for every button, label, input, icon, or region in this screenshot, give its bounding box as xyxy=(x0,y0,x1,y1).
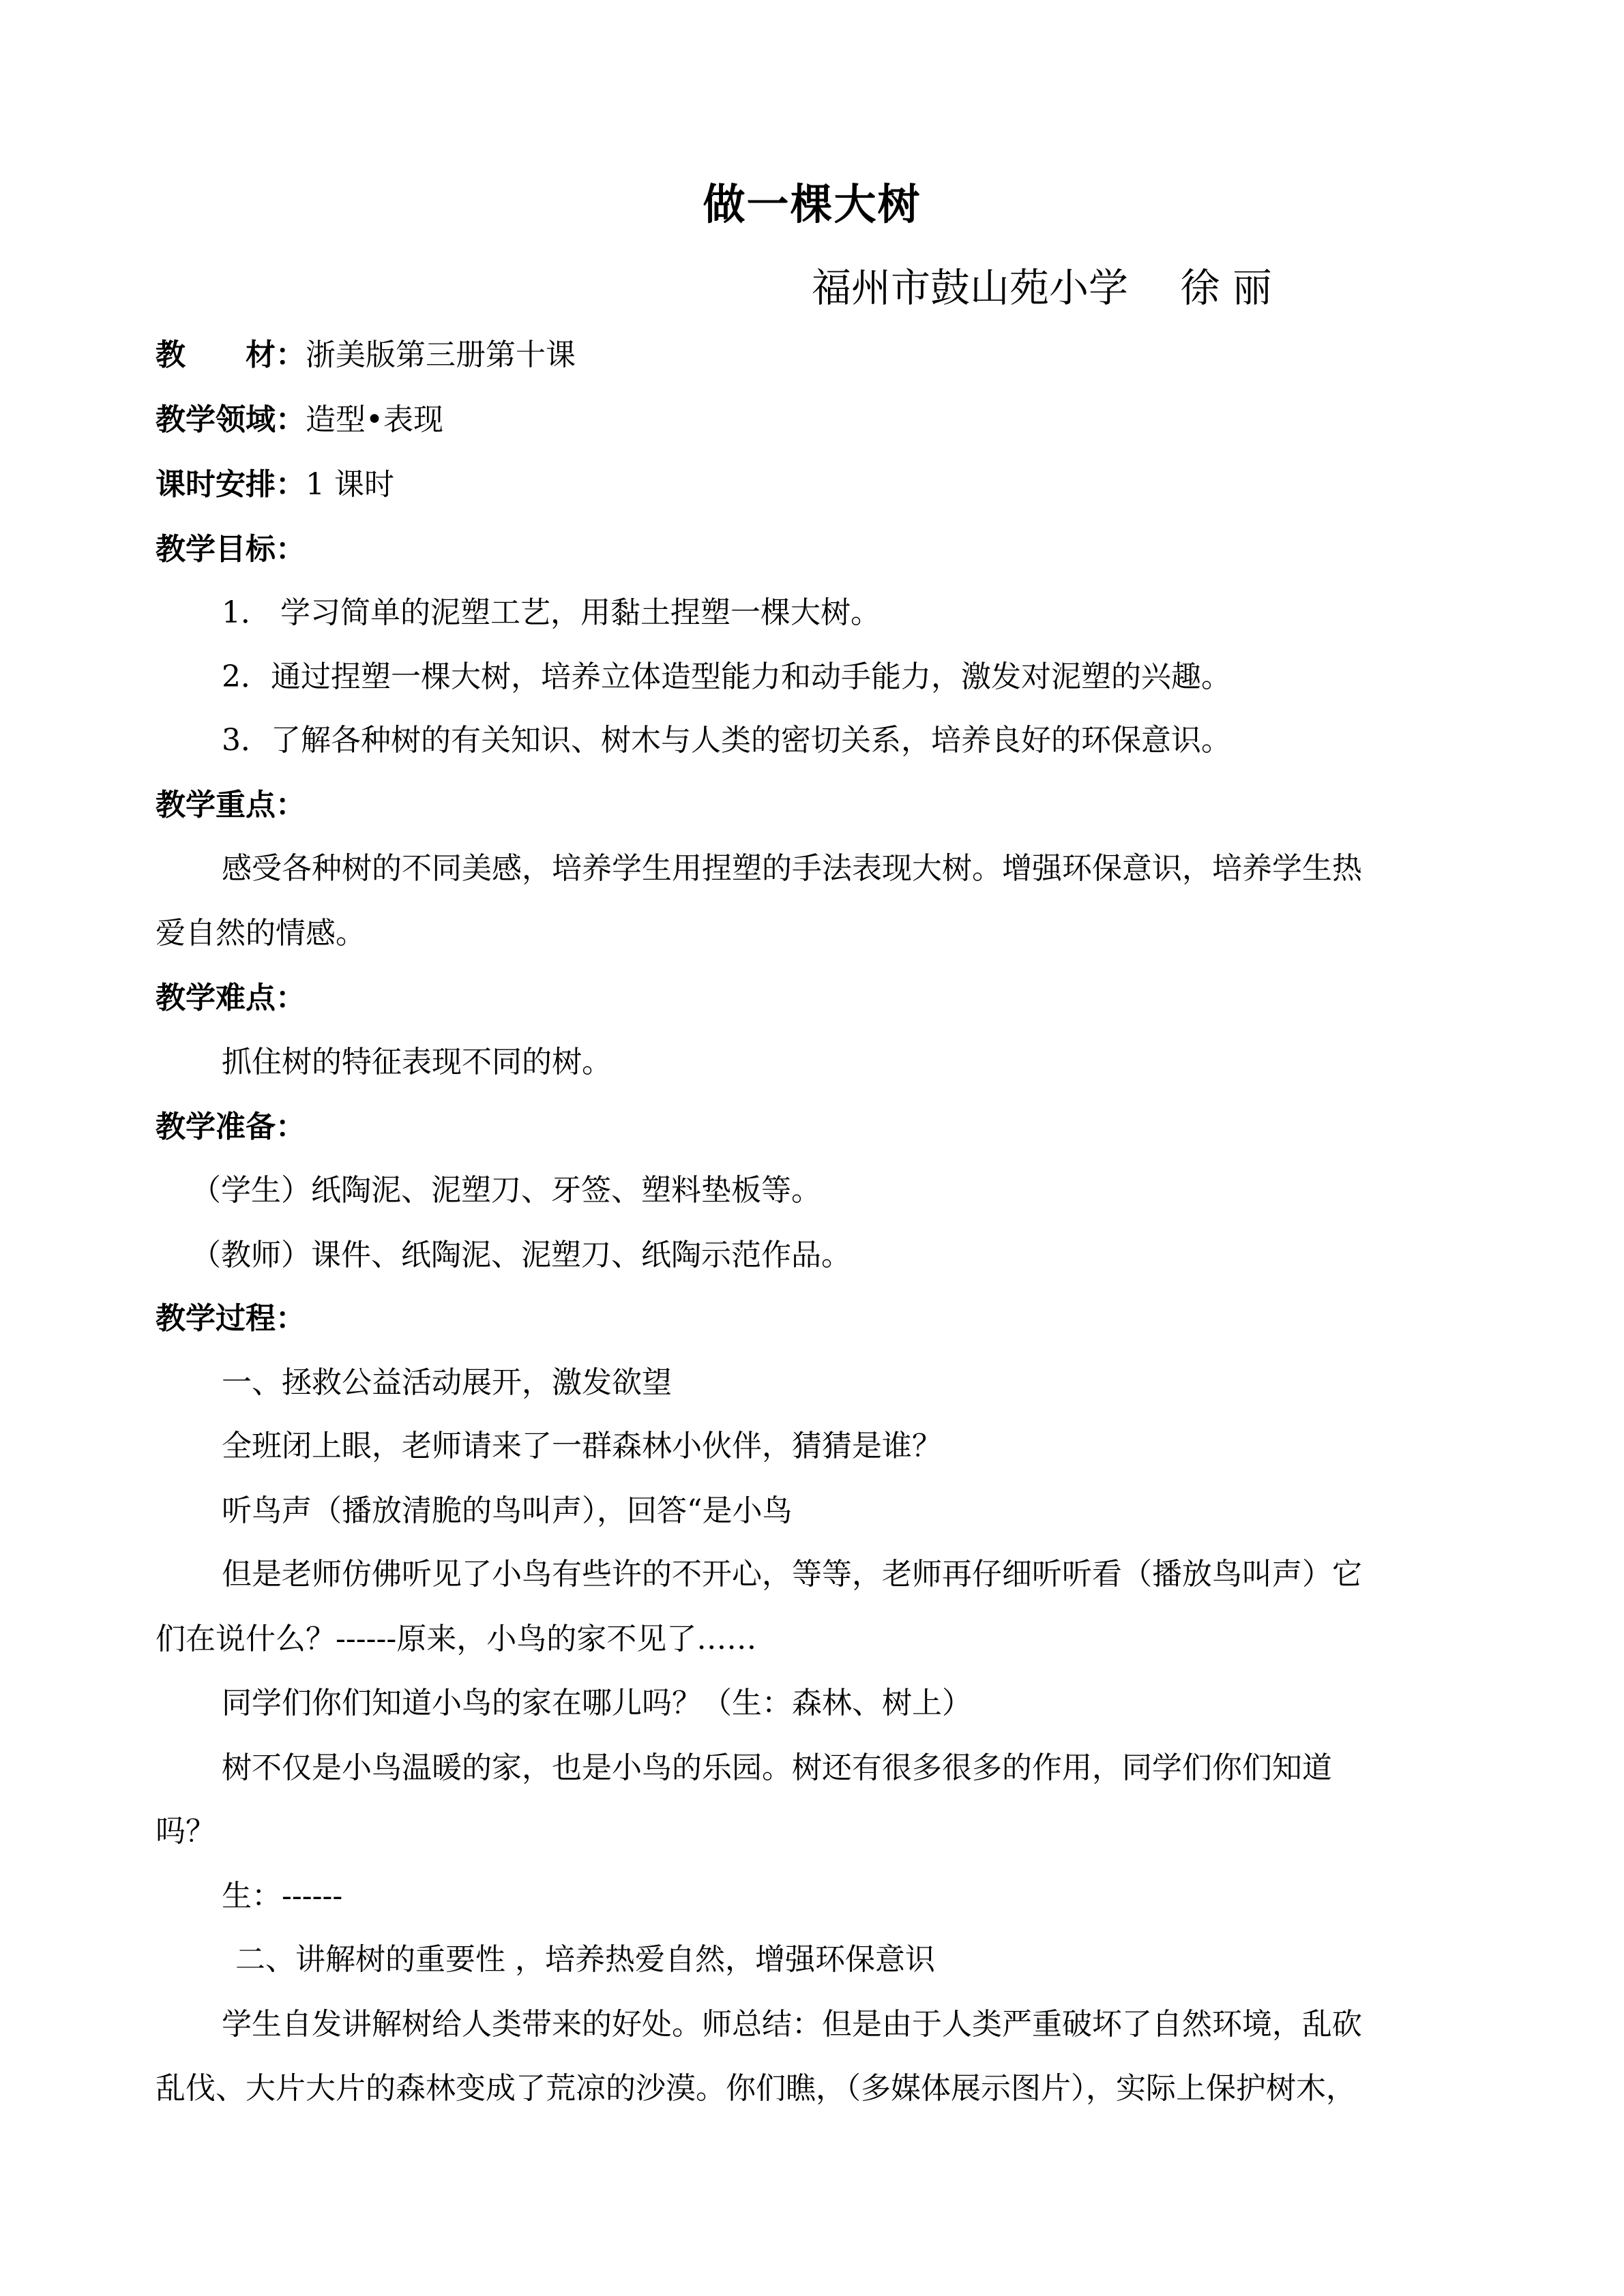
heading-difficulties xyxy=(156,981,306,1017)
paragraph-line: 吗？ xyxy=(156,1814,216,1849)
section-heading: 教学难点： xyxy=(156,981,306,1015)
heading-objectives xyxy=(156,532,306,568)
heading-process xyxy=(156,1301,306,1337)
heading-preparation xyxy=(156,1109,306,1146)
heading-key-points xyxy=(156,788,306,824)
paragraph-line: 乱伐、大片大片的森林变成了荒凉的沙漠。你们瞧，（多媒体展示图片），实际上保护树木， xyxy=(156,2071,1356,2106)
section-heading: 教学目标： xyxy=(156,532,306,567)
paragraph-line: 树不仅是小鸟温暖的家，也是小鸟的乐园。树还有很多很多的作用，同学们你们知道 xyxy=(222,1750,1332,1785)
objective-2: 2．通过捏塑一棵大树，培养立体造型能力和动手能力，激发对泥塑的兴趣。 xyxy=(222,659,1231,694)
line-materials xyxy=(156,338,576,374)
section-heading: 教学过程： xyxy=(156,1301,306,1336)
document-title: 做一棵大树 xyxy=(703,179,921,229)
line-schedule xyxy=(156,467,394,503)
paragraph-line: 同学们你们知道小鸟的家在哪儿吗？（生：森林、树上） xyxy=(222,1686,972,1720)
paragraph-line: 但是老师仿佛听见了小鸟有些许的不开心，等等，老师再仔细听听看（播放鸟叫声）它 xyxy=(222,1557,1362,1592)
field-label: 教学领域： xyxy=(156,402,306,437)
paragraph-line: 学生自发讲解树给人类带来的好处。师总结：但是由于人类严重破坏了自然环境，乱砍 xyxy=(222,2007,1362,2042)
paragraph-line: 爱自然的情感。 xyxy=(156,916,366,951)
paragraph-line: 生：------ xyxy=(222,1879,343,1913)
preparation-teacher: （教师）课件、纸陶泥、泥塑刀、纸陶示范作品。 xyxy=(191,1238,851,1272)
field-label: 教 材： xyxy=(156,338,306,372)
process-step-2-heading: 二、讲解树的重要性 ，培养热爱自然，增强环保意识 xyxy=(235,1942,935,1977)
objective-1: 1． 学习简单的泥塑工艺，用黏土捏塑一棵大树。 xyxy=(222,595,881,630)
line-domain xyxy=(156,402,443,438)
paragraph-line: 感受各种树的不同美感，培养学生用捏塑的手法表现大树。增强环保意识，培养学生热 xyxy=(222,851,1362,886)
paragraph-line: 听鸟声（播放清脆的鸟叫声），回答“是小鸟 xyxy=(222,1493,793,1528)
author-line: 福州市鼓山苑小学 徐 丽 xyxy=(812,265,1272,311)
section-heading: 教学重点： xyxy=(156,788,306,822)
process-step-1-heading: 一、拯救公益活动展开，激发欲望 xyxy=(222,1365,672,1400)
section-heading: 教学准备： xyxy=(156,1109,306,1144)
field-value: 1 课时 xyxy=(306,467,394,502)
preparation-students: （学生）纸陶泥、泥塑刀、牙签、塑料垫板等。 xyxy=(191,1173,821,1208)
field-value: 造型•表现 xyxy=(306,402,443,437)
field-value: 浙美版第三册第十课 xyxy=(306,338,576,372)
paragraph-line: 们在说什么？------原来，小鸟的家不见了…… xyxy=(156,1622,757,1656)
field-label: 课时安排： xyxy=(156,467,306,502)
paragraph-line: 全班闭上眼，老师请来了一群森林小伙伴，猜猜是谁？ xyxy=(222,1429,942,1463)
paragraph-line: 抓住树的特征表现不同的树。 xyxy=(222,1045,612,1079)
objective-3: 3．了解各种树的有关知识、树木与人类的密切关系，培养良好的环保意识。 xyxy=(222,723,1231,758)
